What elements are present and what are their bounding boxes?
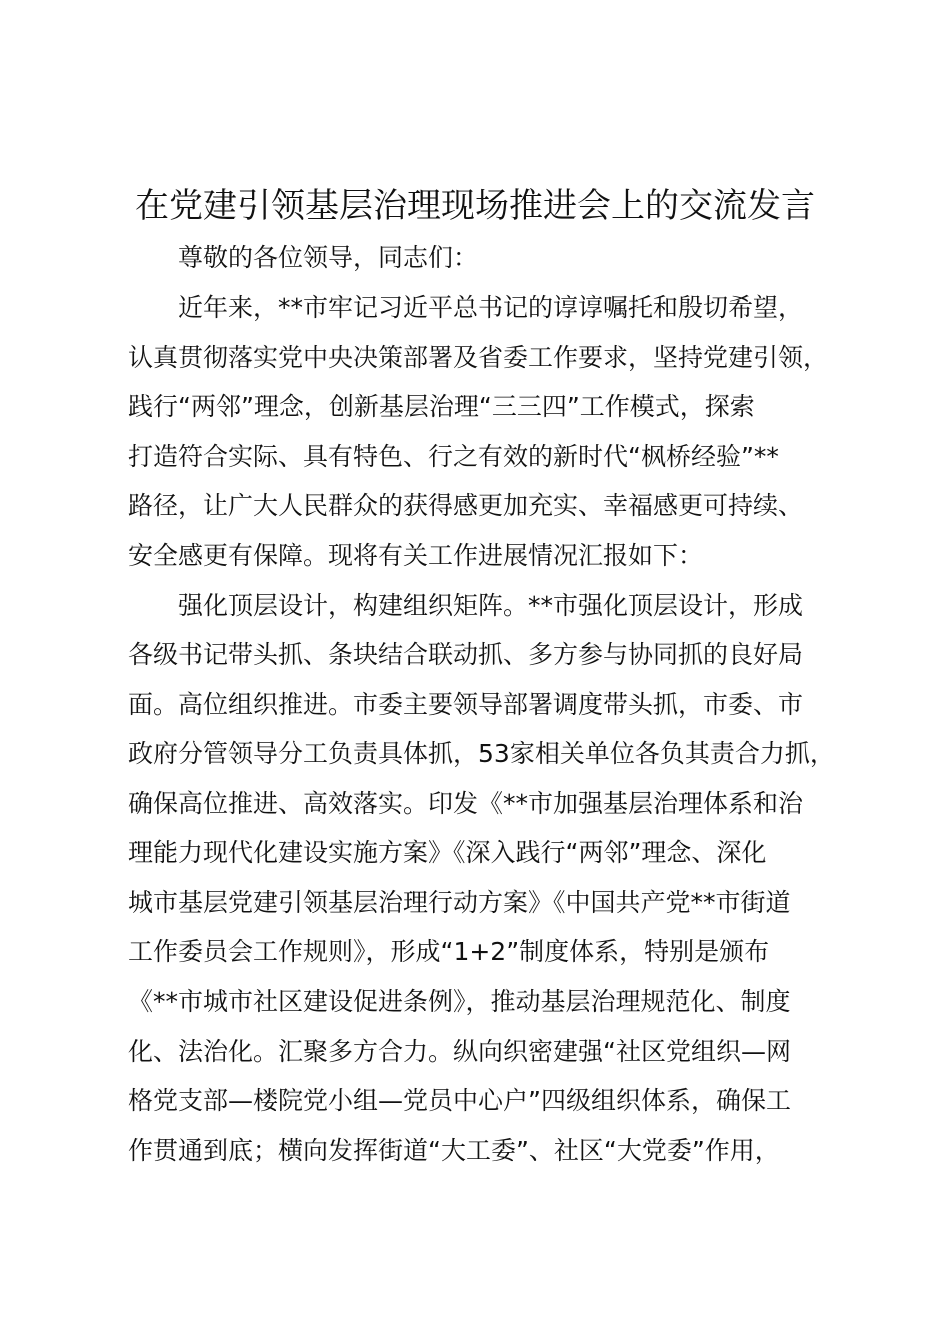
body-line: 近年来，**市牢记习近平总书记的谆谆嘱托和殷切希望， — [178, 293, 804, 322]
body-line: 强化顶层设计，构建组织矩阵。**市强化顶层设计，形成 — [178, 591, 804, 620]
body-line: 工作委员会工作规则》，形成“1+2”制度体系，特别是颁布 — [128, 937, 770, 966]
body-line: 认真贯彻落实党中央决策部署及省委工作要求，坚持党建引领， — [128, 343, 829, 372]
salutation-line: 尊敬的各位领导，同志们： — [178, 243, 479, 272]
body-line: 《**市城市社区建设促进条例》，推动基层治理规范化、制度 — [128, 987, 791, 1016]
body-line: 化、法治化。汇聚多方合力。纵向织密建强“社区党组织—网 — [128, 1037, 791, 1066]
body-line: 作贯通到底；横向发挥街道“大工委”、社区“大党委”作用， — [128, 1136, 780, 1165]
body-line: 面。高位组织推进。市委主要领导部署调度带头抓，市委、市 — [128, 690, 804, 719]
body-line: 格党支部—楼院党小组—党员中心户”四级组织体系，确保工 — [128, 1086, 791, 1115]
body-line: 理能力现代化建设实施方案》《深入践行“两邻”理念、深化 — [128, 838, 767, 867]
body-line: 践行“两邻”理念，创新基层治理“三三四”工作模式，探索 — [128, 392, 755, 421]
body-line: 路径，让广大人民群众的获得感更加充实、幸福感更可持续、 — [128, 491, 804, 520]
body-line: 城市基层党建引领基层治理行动方案》《中国共产党**市街道 — [128, 888, 791, 917]
body-line: 打造符合实际、具有特色、行之有效的新时代“枫桥经验”** — [128, 442, 779, 471]
body-line: 政府分管领导分工负责具体抓，53家相关单位各负其责合力抓， — [128, 739, 835, 768]
document-title: 在党建引领基层治理现场推进会上的交流发言 — [135, 186, 815, 226]
body-line: 各级书记带头抓、条块结合联动抓、多方参与协同抓的良好局 — [128, 640, 804, 669]
body-line: 安全感更有保障。现将有关工作进展情况汇报如下： — [128, 541, 704, 570]
body-line: 确保高位推进、高效落实。印发《**市加强基层治理体系和治 — [128, 789, 804, 818]
